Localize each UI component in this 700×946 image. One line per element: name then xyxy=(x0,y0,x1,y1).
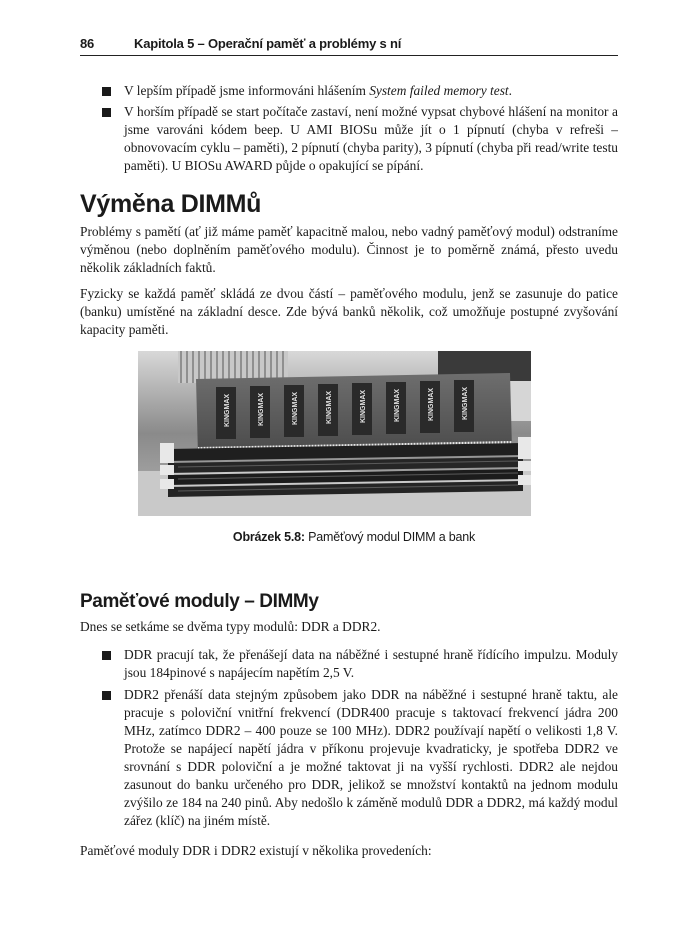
svg-text:KINGMAX: KINGMAX xyxy=(224,393,231,427)
paragraph: Fyzicky se každá paměť skládá ze dvou částí – paměťového modulu, jenž se zasunuje do patice (banku) umístěné na základní desce. Zde bývá banků několik, což umožňuje postupné zvyšování kapacity paměti. xyxy=(80,286,618,337)
paragraph: Paměťové moduly DDR i DDR2 existují v několika provedeních: xyxy=(80,843,432,858)
svg-text:KINGMAX: KINGMAX xyxy=(326,390,333,424)
section-heading: Výměna DIMMů xyxy=(80,190,262,218)
page-number: 86 xyxy=(80,36,95,51)
error-message-text: System failed memory test xyxy=(369,83,509,98)
list-item: DDR2 přenáší data stejným způsobem jako DDR na náběžné i sestupné hraně taktu, ale pracuje s poloviční vnitřní frekvencí (DDR400 pracuje s taktovací frekvencí jádra 200 MHz, zatímco DDR2 – 400 pouze se 100 MHz). DDR2 používají napětí o velikosti 1,8 V. Protože se napájecí napětí jádra v příkonu projevuje kvadraticky, je spotřeba DDR2 ve srovnání s DDR poloviční a je možné taktovat ji na vyšší rychlosti. DDR2 ale nejdou zasunout do banku určeného pro DDR, jelikož se množství kontaktů na jednom modulu zvýšilo ze 184 na 240 pinů. Aby nedošlo k záměně modulů DDR a DDR2, má každý modul zářez (klíč) na jiném místě. xyxy=(80,686,618,830)
figure-caption-label: Obrázek 5.8: xyxy=(232,530,305,544)
svg-text:KINGMAX: KINGMAX xyxy=(258,392,265,426)
figure-caption-text: Paměťový modul DIMM a bank xyxy=(304,530,476,544)
bullet-square-icon xyxy=(102,108,111,117)
svg-text:KINGMAX: KINGMAX xyxy=(394,388,401,422)
chapter-title: Kapitola 5 – Operační paměť a problémy s ní xyxy=(134,36,402,51)
paragraph: Problémy s pamětí (ať již máme paměť kapacitně malou, nebo vadný paměťový modul) odstraníme výměnou (nebo doplněním paměťového modulu). Činnost je to poměrně známá, přesto uvedu několik základních faktů. xyxy=(80,224,618,275)
paragraph: Dnes se setkáme se dvěma typy modulů: DDR a DDR2. xyxy=(80,619,381,634)
dimm-illustration xyxy=(138,351,531,516)
header-rule xyxy=(80,55,618,56)
list-item: V horším případě se start počítače zastaví, není možné vypsat chybové hlášení na monitor a jsme varováni kódem beep. U AMI BIOSu může jít o 1 pípnutí (chyba v refreši – obnovovacím cyklu – paměti), 2 pípnutí (chyba parity), 3 pípnutí (chyba při read/write testu paměti). U BIOSu AWARD půjde o opakující se pípání. xyxy=(80,103,618,175)
svg-text:KINGMAX: KINGMAX xyxy=(292,391,299,425)
dimm-photo xyxy=(138,351,531,516)
svg-text:KINGMAX: KINGMAX xyxy=(462,386,469,420)
svg-text:KINGMAX: KINGMAX xyxy=(428,387,435,421)
bullet-square-icon xyxy=(102,651,111,660)
list-item: V lepším případě jsme informováni hlášením System failed memory test. xyxy=(80,82,618,100)
svg-text:KINGMAX: KINGMAX xyxy=(360,389,367,423)
page-body xyxy=(80,82,618,860)
section-heading: Paměťové moduly – DIMMy xyxy=(80,591,319,612)
list-item: DDR pracují tak, že přenášejí data na náběžné i sestupné hraně řídícího impulzu. Moduly jsou 184pinové s napájecím napětím 2,5 V. xyxy=(80,646,618,682)
bullet-square-icon xyxy=(102,87,111,96)
dimm-slots xyxy=(168,443,523,497)
bullet-square-icon xyxy=(102,691,111,700)
figure-caption xyxy=(80,530,618,544)
